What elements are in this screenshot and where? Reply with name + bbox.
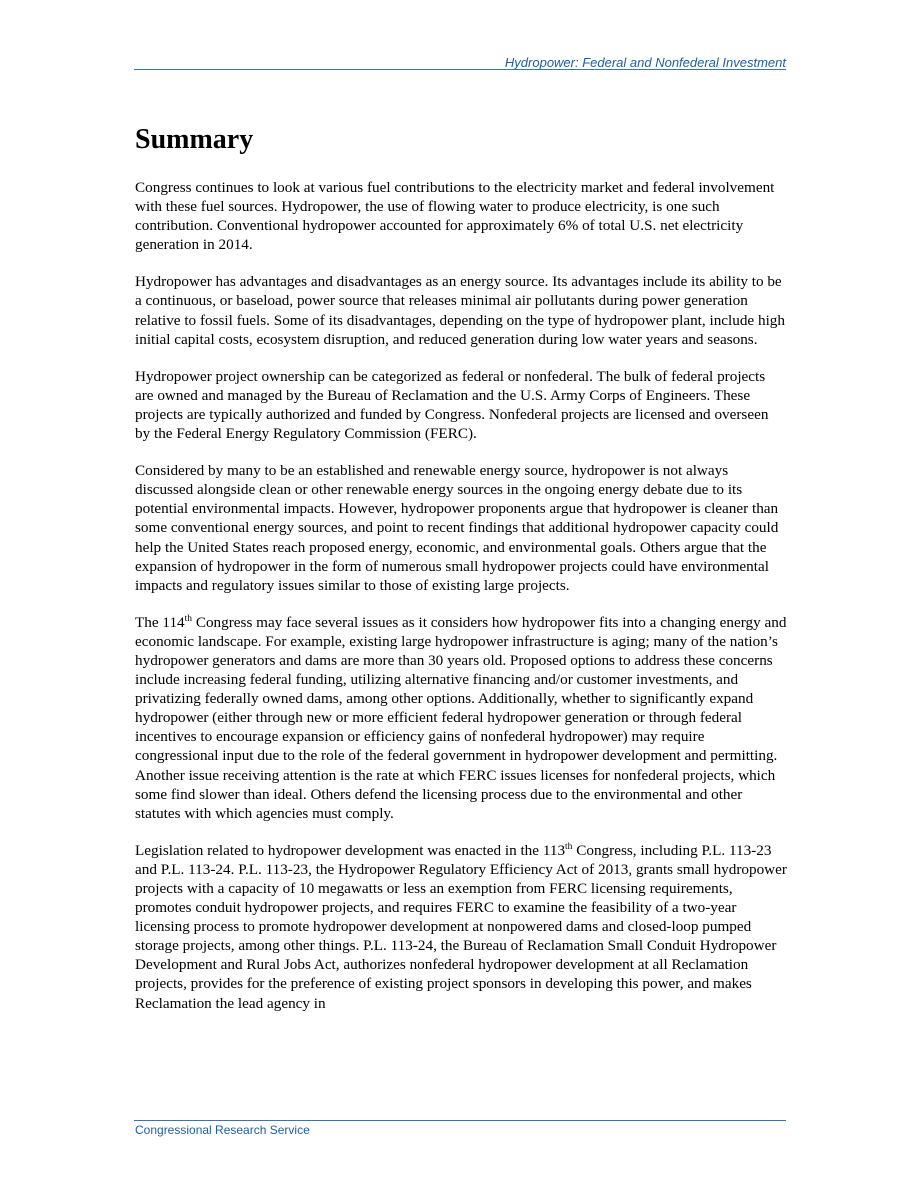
paragraph-text-start: The 114 [135, 613, 185, 631]
paragraph: Hydropower project ownership can be categorized as federal or nonfederal. The bulk of federal projects are owned and managed by the Bureau of Reclamation and the U.S. Army Corps of Engineers. These projects are typically authorized and funded by Congress. Nonfederal projects are licensed and overseen by the Federal Energy Regulatory Commission (FERC). [135, 367, 769, 443]
header-rule [134, 69, 786, 70]
ordinal-suffix: th [565, 841, 573, 852]
ordinal-suffix: th [184, 613, 193, 624]
paragraph: Congress continues to look at various fuel contributions to the electricity market and federal involvement with these fuel sources. Hydropower, the use of flowing water to produce electricity, is one such contribution. Conventional hydropower accounted for approximately 6% of total U.S. net electricity generation in 2014. [135, 179, 775, 254]
footer-label: Congressional Research Service [135, 1123, 310, 1137]
footer-rule [134, 1120, 786, 1121]
paragraph: Hydropower has advantages and disadvantages as an energy source. Its advantages include its ability to be a continuous, or baseload, power source that releases minimal air pollutants during power generation relative to fossil fuels. Some of its disadvantages, depending on the type of hydropower plant, include high initial capital costs, ecosystem disruption, and reduced generation during low water years and seasons. [135, 273, 785, 348]
paragraph [135, 613, 787, 823]
paragraph-text-rest: Congress, including P.L. 113-23 and P.L. 113-24. P.L. 113-23, the Hydropower Regulatory Efficiency Act of 2013, grants small hydropower projects with a capacity of 10 megawatts or less an exemption from FERC licensing requirements, promotes conduit hydropower projects, and requires FERC to examine the feasibility of a two-year licensing process to promote hydropower development at nonpowered dams and closed-loop pumped storage projects, among other things. P.L. 113-24, the Bureau of Reclamation Small Conduit Hydropower Development and Rural Jobs Act, authorizes nonfederal hydropower development at all Reclamation projects, provides for the preference of existing project sponsors in developing this power, and makes Reclamation the lead agency in [135, 841, 787, 1012]
paragraph-text-rest: Congress may face several issues as it considers how hydropower fits into a changing energy and economic landscape. For example, existing large hydropower infrastructure is aging; many of the nation’s hydropower generators and dams are more than 30 years old. Proposed options to address these concerns include increasing federal funding, utilizing alternative financing and/or customer investments, and privatizing federally owned dams, among other options. Additionally, whether to significantly expand hydropower (either through new or more efficient federal hydropower generation or through federal incentives to encourage expansion or efficiency gains of nonfederal hydropower) may require congressional input due to the role of the federal government in hydropower development and permitting. Another issue receiving attention is the rate at which FERC issues licenses for nonfederal projects, which some find slower than ideal. Others defend the licensing process due to the environmental and other statutes with which agencies must comply. [135, 613, 787, 822]
page-title: Summary [135, 124, 254, 155]
paragraph-text-start: Legislation related to hydropower development was enacted in the 113 [135, 841, 566, 859]
paragraph: Considered by many to be an established and renewable energy source, hydropower is not always discussed alongside clean or other renewable energy sources in the ongoing energy debate due to its potential environmental impacts. However, hydropower proponents argue that hydropower is cleaner than some conventional energy sources, and point to recent findings that additional hydropower capacity could help the United States reach proposed energy, economic, and environmental goals. Others argue that the expansion of hydropower in the form of numerous small hydropower projects could have environmental impacts and regulatory issues similar to those of existing large projects. [135, 462, 779, 594]
summary-body [135, 178, 787, 1031]
running-header: Hydropower: Federal and Nonfederal Investment [504, 55, 786, 70]
paragraph [135, 841, 787, 1013]
